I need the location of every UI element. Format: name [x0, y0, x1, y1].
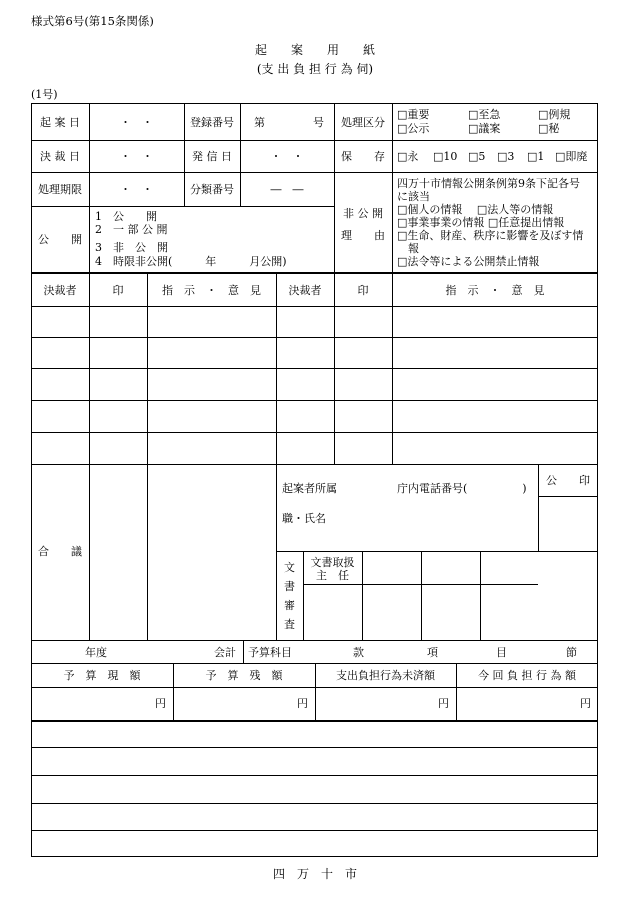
send-date-label: 発 信 日	[192, 150, 232, 163]
retention-label: 保 存	[341, 150, 385, 163]
form-sub-number: (1号)	[31, 88, 58, 101]
extension-number: 庁内電話番号( )	[397, 482, 527, 495]
disclosure-option[interactable]: 1 公 開	[95, 210, 157, 223]
yen-unit: 円	[155, 697, 166, 710]
registration-number-suffix: 号	[313, 116, 324, 129]
yen-unit: 円	[438, 697, 449, 710]
page-title: 起 案 用 紙	[254, 43, 375, 57]
retention-option[interactable]: □5	[468, 150, 486, 163]
reason-option[interactable]: □事業事業の情報 □任意提出情報	[397, 216, 565, 229]
category-option[interactable]: □秘	[538, 122, 560, 135]
approver-header: 決裁者	[288, 284, 322, 297]
drafter-department: 起案者所属	[282, 482, 337, 495]
item-label: 目	[496, 646, 507, 659]
registration-number-label: 登録番号	[190, 116, 234, 129]
drafter-name: 職・氏名	[282, 512, 326, 525]
account-label: 会計	[214, 646, 236, 659]
instruction-header: 指 示 ・ 意 見	[162, 284, 261, 297]
seal-header: 印	[112, 284, 124, 297]
fiscal-year-label: 年度	[85, 646, 107, 659]
processing-category-label: 処理区分	[341, 116, 385, 129]
consultation-label: 合 議	[38, 545, 82, 558]
disclosure-label: 公 開	[38, 233, 82, 246]
city-name: 四 万 十 市	[272, 867, 357, 881]
subitem-label: 節	[566, 646, 577, 659]
budget-column-header: 予 算 現 額	[63, 669, 141, 682]
document-review-char: 審	[284, 599, 295, 612]
retention-option[interactable]: □即廃	[555, 150, 588, 163]
yen-unit: 円	[297, 697, 308, 710]
document-handler-label: 主 任	[316, 569, 349, 582]
classification-label: 分類番号	[190, 183, 234, 196]
document-review-char: 査	[284, 618, 295, 631]
disclosure-option[interactable]: 3 非 公 開	[95, 241, 168, 254]
disclosure-option[interactable]: 4 時限非公開( 年 月公開)	[95, 255, 287, 268]
category-option[interactable]: □重要	[397, 108, 430, 121]
non-disclosure-label: 非 公 開	[343, 207, 383, 220]
section-label: 款	[353, 646, 364, 659]
retention-option[interactable]: □永	[397, 150, 419, 163]
deadline-value[interactable]: ・ ・	[120, 183, 153, 196]
kessai-date-value[interactable]: ・ ・	[120, 150, 153, 163]
kessai-date-label: 決 裁 日	[40, 150, 80, 163]
classification-value[interactable]: ― ―	[270, 183, 304, 196]
reason-option[interactable]: □生命、財産、秩序に影響を及ぼす情	[397, 229, 584, 242]
send-date-value[interactable]: ・ ・	[270, 150, 304, 163]
page-subtitle: (支 出 負 担 行 為 伺)	[256, 62, 374, 76]
document-review-char: 書	[284, 580, 295, 593]
reason-option[interactable]: □個人の情報 □法人等の情報	[397, 203, 554, 216]
non-disclosure-reason-label: 理 由	[341, 229, 385, 242]
instruction-header: 指 示 ・ 意 見	[445, 284, 545, 297]
seal-header: 印	[357, 284, 369, 297]
kian-date-label: 起 案 日	[40, 116, 80, 129]
reason-option: 報	[397, 242, 419, 255]
subsection-label: 項	[427, 646, 438, 659]
retention-option[interactable]: □10	[433, 150, 458, 163]
category-option[interactable]: □議案	[468, 122, 501, 135]
form-number: 様式第6号(第15条関係)	[31, 14, 154, 28]
approver-header: 決裁者	[43, 284, 77, 297]
kian-date-value[interactable]: ・ ・	[120, 116, 153, 129]
reason-option[interactable]: □法令等による公開禁止情報	[397, 255, 540, 268]
budget-column-header: 支出負担行為未済額	[336, 669, 435, 682]
retention-option[interactable]: □3	[497, 150, 515, 163]
registration-number-prefix: 第	[254, 116, 265, 129]
retention-option[interactable]: □1	[527, 150, 545, 163]
category-option[interactable]: □例規	[538, 108, 571, 121]
deadline-label: 処理期限	[38, 183, 82, 196]
disclosure-option[interactable]: 2 一 部 公 開	[95, 223, 168, 236]
official-seal-label: 公 印	[546, 474, 590, 487]
category-option[interactable]: □至急	[468, 108, 501, 121]
budget-column-header: 今 回 負 担 行 為 額	[478, 669, 576, 682]
reason-title: 四万十市情報公開条例第9条下記各号	[397, 177, 580, 190]
budget-item-label: 予算科目	[248, 646, 292, 659]
document-review-char: 文	[284, 561, 295, 574]
yen-unit: 円	[580, 697, 591, 710]
document-handler-label: 文書取扱	[310, 556, 355, 569]
category-option[interactable]: □公示	[397, 122, 430, 135]
budget-column-header: 予 算 残 額	[205, 669, 283, 682]
reason-title: に該当	[397, 190, 430, 203]
